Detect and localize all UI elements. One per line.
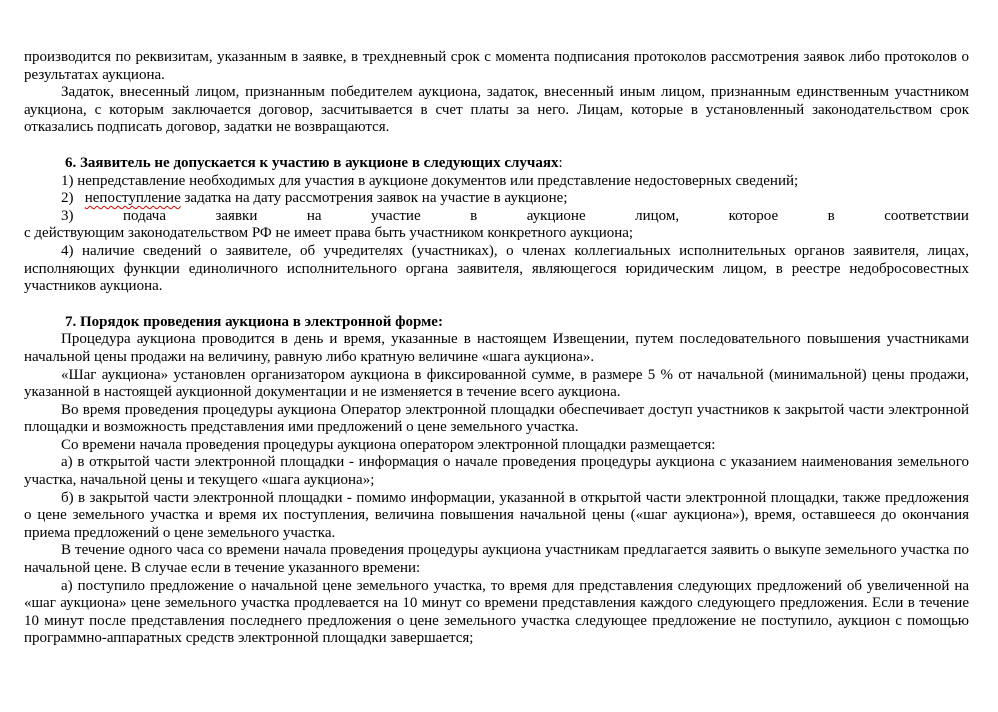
section-7-paragraph-procedure: Процедура аукциона проводится в день и время, указанные в настоящем Извещении, путем последовательного повышения участниками начальной цены продажи на величину, равную либо кратную величине «шага аукциона».: [24, 331, 969, 365]
paragraph-deposit-terms: Задаток, внесенный лицом, признанным победителем аукциона, задаток, внесенный иным лицом, признанным единственным участником аукциона, с которым заключается договор, засчитывается в счет платы за него. Лицам, которые в установленный законодательством срок отказались подписать договор, задатки не возвращаются.: [24, 84, 969, 136]
section-6-item-3-word: участие: [371, 207, 421, 224]
section-6-item-3-word: подача: [122, 207, 166, 224]
section-6-item-3-word: в: [827, 207, 835, 224]
section-6-heading-text: 6. Заявитель не допускается к участию в аукционе в следующих случаях: [65, 154, 559, 171]
section-6-item-2-number: 2): [61, 190, 74, 207]
section-7-paragraph-one-hour: В течение одного часа со времени начала проведения процедуры аукциона участникам предлагается заявить о выкупе земельного участка по начальной цене. В случае если в течение указанного времени:: [24, 542, 969, 577]
section-6-item-3-continuation: с действующим законодательством РФ не имеет права быть участником конкретного аукциона;: [24, 225, 634, 242]
section-6-item-3-word: лицом,: [635, 207, 680, 224]
section-6-item-3-word: которое: [728, 207, 779, 224]
section-7-paragraph-auction-step: «Шаг аукциона» установлен организатором аукциона в фиксированной сумме, в размере 5 % от начальной (минимальной) цены продажи, указанной в настоящей аукционной документации и не изменяется в течение всего аукциона.: [24, 366, 969, 401]
section-6-item-4: 4) наличие сведений о заявителе, об учредителях (участниках), о членах коллегиальных исполнительных органов заявителя, лицах, исполняющих функции единоличного исполнительного органа заявителя, являющегося юридическим лицом, в реестре недобросовестных участников аукциона.: [24, 242, 969, 295]
section-7-paragraph-closed-part: б) в закрытой части электронной площадки - помимо информации, указанной в открытой части электронной площадки, также предложения о цене земельного участка и время их поступления, величина повышения начальной цены («шаг аукциона»), время, оставшееся до окончания приема предложений о цене земельного участка.: [24, 489, 969, 541]
section-7-paragraph-publication: Со времени начала проведения процедуры аукциона оператором электронной площадки размещается:: [61, 436, 716, 453]
section-6-item-3-first-line: [24, 208, 969, 226]
section-6-heading-colon: :: [558, 154, 563, 171]
spellcheck-flagged-word[interactable]: непоступление: [84, 190, 181, 207]
section-6-item-3-word: заявки: [215, 207, 258, 224]
section-6-item-3-word: в: [470, 207, 478, 224]
section-6-item-3-word: на: [306, 207, 322, 224]
section-6-item-2-text: задатка на дату рассмотрения заявок на участие в аукционе;: [184, 190, 568, 207]
section-7-paragraph-ten-minutes: а) поступило предложение о начальной цене земельного участка, то время для представления следующих предложений об увеличенной на «шаг аукциона» цене земельного участка продлевается на 10 минут со времени представления каждого следующего предложения. Если в течение 10 минут после представления последнего предложения о цене земельного участка следующее предложение не поступило, аукцион с помощью программно-аппаратных средств электронной площадки завершается;: [24, 577, 969, 647]
section-6-item-3-word: 3): [61, 207, 74, 224]
paragraph-gap: [24, 137, 969, 155]
paragraph-refund-details: производится по реквизитам, указанным в заявке, в трехдневный срок с момента подписания протоколов рассмотрения заявок либо протоколов о результатах аукциона.: [24, 49, 969, 83]
section-6-item-3-word: соответствии: [884, 207, 969, 224]
section-7-heading: 7. Порядок проведения аукциона в электронной форме:: [65, 313, 443, 330]
section-7-paragraph-access: Во время проведения процедуры аукциона Оператор электронной площадки обеспечивает доступ участников к закрытой части электронной площадки и возможность представления ими предложений о цене земельного участка.: [24, 401, 969, 436]
section-7-paragraph-open-part: а) в открытой части электронной площадки - информация о начале проведения процедуры аукциона с указанием наименования земельного участка, начальной цены и текущего «шага аукциона»;: [24, 454, 969, 489]
document-body: [24, 49, 969, 648]
section-6-item-1: 1) непредставление необходимых для участия в аукционе документов или представление недостоверных сведений;: [61, 172, 799, 189]
paragraph-gap: [24, 296, 969, 314]
section-6-item-2: [24, 190, 969, 208]
section-6-heading: [24, 155, 969, 173]
section-6-item-3-word: аукционе: [526, 207, 586, 224]
